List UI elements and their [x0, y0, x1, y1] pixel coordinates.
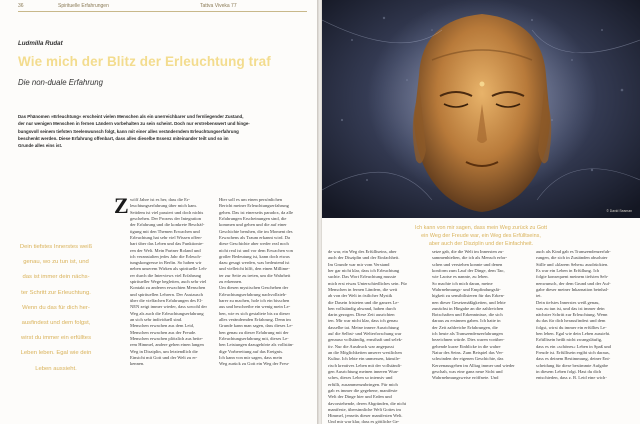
text-line: folgst, wirst du immer ein erfülltes Le-	[536, 324, 607, 330]
text-line: tungskongresse in Berlin. So haben wir	[130, 260, 202, 266]
text-line: scheidung für diese bestimmte Aufgabe	[536, 362, 608, 368]
text-line: alles verändernden Erfahrung. Denn im	[219, 316, 291, 322]
text-line: was zu tun ist, und das ist immer dein	[536, 305, 605, 311]
text-line: Und mir war klar, dass es göttliche Ge-	[328, 419, 400, 424]
text-line: leuchtungserfahrung über mich kam.	[130, 203, 197, 209]
text-line: Menschen in fernen Ländern, die weit	[328, 286, 398, 292]
text-line: zu erkennen.	[219, 279, 243, 285]
text-line: Kerzenausgehen im Alltag immer und wieder	[432, 362, 515, 368]
text-line: Erfülltsein heißt nicht zwangsläufig,	[536, 337, 603, 343]
text-line: konform zum Lauf der Dinge, dem Tao,	[432, 267, 505, 273]
text-line: erfüllt, zusammenzubringen. Für mich	[328, 381, 398, 387]
text-column-1	[130, 197, 213, 367]
pull-quote-line: Dein tiefstes Innerstes weiß	[19, 244, 93, 250]
text-line: ab von der Welt in östlicher Mystik	[328, 293, 393, 299]
text-line: Weg als auch die Erleuchtungserfahrung	[130, 310, 204, 316]
text-line: ten. Mir war nicht klar, dass ich genau	[328, 318, 398, 324]
text-line: ben, wie es sich gestaltete bis zu dieser	[219, 310, 290, 316]
text-line: entschieden, dass z. B. Leid eine wich-	[536, 375, 607, 381]
pull-quote-line: ausfindest und dem folgst,	[21, 320, 91, 327]
text-line: suchte. Das Wort Erleuchtung musste	[328, 274, 397, 280]
text-line: setze gab, die die Welt im Innersten zu-	[432, 249, 504, 254]
text-line: gabe dieser meiner Inkarnation beinhal-	[536, 286, 609, 292]
text-line: großer Bedeutung ist, kann doch etwas	[219, 253, 290, 259]
header-rule	[18, 11, 307, 12]
buddha-illustration	[322, 0, 640, 218]
pull-quote-line: Leben aussieht.	[35, 365, 77, 372]
text-line: auch als Kind gab es Transzendenzerfah-	[536, 249, 611, 254]
text-column-3	[328, 249, 424, 424]
text-line: geschah, was eine ganz neue Sicht und	[432, 368, 503, 374]
text-line: Dein tiefstes Innerstes weiß genau,	[536, 299, 600, 305]
text-line: Weg zurück zu Gott ein Weg der Freu-	[219, 361, 290, 367]
text-line: rer durch die Interviews viel Erfahrung	[130, 272, 202, 278]
text-line: und spirituellen Lehrern. Der Austausch	[130, 291, 203, 297]
text-line: geschehen. Der Prozess der Integration	[130, 215, 202, 221]
right-quote-line: ein Weg der Freude war, ein Weg des Erfülltseins,	[421, 233, 541, 239]
text-line: her gar nicht klar, dass ich Erleuchtung	[328, 267, 400, 273]
text-line: dass es deinem Bestimmung, deiner Ent-	[536, 356, 611, 362]
page-number: 36	[18, 3, 24, 9]
article-subtitle: Die non-duale Erfahrung	[18, 78, 103, 87]
text-line: an die Möglichkeiten unserer westlichen	[328, 350, 402, 355]
text-line: Im Grunde war mir vom Verstand	[328, 261, 390, 267]
text-line: nen dieser Gesetzmäßigkeiten, und lebte	[432, 299, 506, 305]
text-line: und vielleicht hilft, den einen Millime-	[219, 266, 290, 272]
text-line: genauso vollständig, ernsthaft und selek-	[328, 337, 403, 343]
text-line: ben Leistungen dazugehörte als vollstän-	[219, 342, 294, 348]
text-line: wölf Jahre ist es her, dass die Er-	[130, 197, 190, 202]
text-line: Einsicht mit Gott und der Welt zu er-	[130, 354, 198, 360]
text-line: de war, ein Weg des Erfülltseins, aber	[328, 249, 397, 254]
text-line: tigung mit den Themen Erwachen und	[130, 228, 200, 234]
text-line: kommen und gehen und die auf einer	[219, 222, 287, 228]
text-line: mich erst etwas Unterschiedliches sein. Für	[328, 280, 408, 286]
text-line: Um diesen mystischen Geschehen der	[219, 285, 289, 291]
text-line: Wahrnehmungsweise eröffnete. Und	[432, 375, 499, 381]
text-line: Grunde kann man sagen, dass dieses Le-	[219, 323, 293, 329]
text-line: die Dasein fristeten und die ganzes Le-	[328, 299, 399, 305]
text-line: schen und verstehen konnte und denen	[432, 261, 503, 267]
text-line: Erwachens als Traum erkannt wird. Da	[219, 234, 290, 240]
text-line: rem Himmel, andere gehen einen langen	[130, 342, 204, 348]
article-lead	[18, 113, 310, 149]
text-line: der Zeit zahlreiche Erfahrungen, die	[432, 324, 498, 330]
pull-quote-line: ter Schritt zur Erleuchtung.	[21, 289, 91, 296]
text-line: ter zur Seite zu treten, um die Wahrheit	[219, 272, 291, 278]
left-page	[0, 0, 317, 424]
buddha-image	[322, 0, 640, 218]
right-quote-line: aber auch der Disziplin und der Einfachheit.	[428, 241, 534, 247]
text-line: sammenhielten, die ich als Mensch erfor-	[432, 255, 508, 261]
text-line: gab es immer die gegebene, manifeste	[328, 387, 398, 393]
text-line: diese Geschichte aber weder real noch	[219, 241, 289, 247]
text-line: gehende kurze Einblicke in die wahre	[432, 343, 501, 349]
text-column-4	[432, 249, 528, 382]
lead-line: Das Phänomen »Erleuchtung« erscheint vielen Menschen als ein unerreichbarer und fernliegender Zustand,	[18, 114, 244, 119]
text-line: du das für dich herausfindest und dem	[536, 318, 606, 324]
text-line: ich veranstalten jedes Jahr die Erleuch-	[130, 253, 202, 259]
text-line: Menschen erwachen aus der Freude.	[130, 329, 197, 335]
text-line: wie Laotse es nannte, zu leben.	[432, 274, 489, 280]
pull-quote-line: wirst du immer ein erfülltes	[20, 335, 92, 342]
text-line: Kontakt zu anderen erwachten Menschen	[130, 285, 206, 291]
article-author: Ludmilla Rudat	[18, 40, 63, 47]
text-line: barer zu machen, hole ich ein bisschen	[219, 298, 290, 303]
text-line: Himmel, jenseits dieser manifesten Welt.	[328, 413, 403, 419]
text-line: Bericht meiner Erleuchtungserfahrung	[219, 203, 289, 209]
text-line: über die vielfachen Erfahrungen des El-	[130, 298, 203, 303]
text-line: Seitdem ist viel passiert und doch nichts	[130, 209, 204, 215]
image-credit: © David Seaman	[606, 209, 632, 213]
text-line: higkeit zu sensibilisieren für das Erken-	[432, 293, 505, 299]
text-line: Kultur. Ich lebte ein unmessen, künstle-	[328, 356, 401, 362]
pull-quote	[4, 240, 108, 377]
magazine-name: Tattva Viveka 77	[200, 3, 237, 9]
text-line: Natur des Seins. Zum Beispiel das Ver-	[432, 350, 504, 355]
right-quote-line: Ich kann von mir sagen, dass mein Weg zurück zu Gott	[414, 225, 548, 231]
text-line: nicht real ist und vor dem Erwachen von	[219, 247, 293, 253]
text-line: rungen, die sich in Zuständen absoluter	[536, 255, 608, 261]
lead-line: Grunde alles eins ist.	[18, 143, 63, 149]
lead-line: der nur wenigen Menschen in fernen Ländern vorbehalten zu sein scheint. Doch nur erstrebenswert und hinge-	[18, 121, 250, 127]
text-line: bart über das Leben und das Funktionie-	[130, 241, 204, 247]
text-line: gehen. Das ist einerseits paradox, da alle	[219, 209, 293, 215]
text-line: der Erfahrung und die konkrete Beschäf-	[130, 222, 205, 228]
text-line: gen Ausrichtung meinen inneren Wun-	[328, 368, 399, 374]
text-line: Menschen erwachen aus dem Leid,	[130, 323, 195, 329]
pull-quote-line: Wenn du das für dich her-	[22, 304, 90, 311]
text-line: ben leben. Egal wie dein Leben aussieht.	[536, 331, 611, 337]
text-line: manifeste, übersinnliche Welt Gottes im	[328, 406, 401, 412]
text-line: Hier soll es um einen persönlichen	[219, 197, 283, 202]
text-line: Erleuchtung hat sehr viel Wissen offen-	[130, 234, 202, 240]
text-line: folgte konsequent meinem tiefsten Seh-	[536, 274, 609, 280]
text-line: spiritueller Wege begleiten, auch sehr viel	[130, 279, 207, 285]
text-line: Menschen erwachen plötzlich aus heite-	[130, 335, 203, 341]
text-line: kennen.	[130, 361, 145, 367]
text-line: dass es ein »schönes« Leben in Spaß und	[536, 343, 611, 349]
right-page	[322, 0, 640, 424]
text-line: NEN zeigt immer wieder, dass sowohl der	[130, 304, 207, 310]
text-line: an sich sehr individuell sind.	[130, 316, 183, 322]
text-line: davorstehende, deren Abgründen, die nicht	[328, 400, 407, 406]
text-line: darin gezogen. Diese Zeit ausrichten	[328, 312, 395, 318]
text-line: Stille und »klarem Sehen« ausdrückten.	[536, 261, 609, 267]
text-line: aus und beschreibe ein wenig mein Le-	[219, 304, 291, 310]
text-line: sches, dieses Leben so intensiv und	[328, 375, 393, 381]
text-line: risch kreatives Leben mit der vollständi-	[328, 362, 402, 368]
text-line: Welt der Dinge hier und Erden und	[328, 394, 392, 400]
text-line: schwinden der eigenen Geschichte, das	[432, 356, 504, 362]
text-line: Freude ist. Erfülltsein ergibt sich daraus,	[536, 350, 610, 355]
text-line: bezeichnen würde. Dies waren vorüber-	[432, 337, 505, 343]
text-line: Erfahrungen Erscheinungen sind, die	[219, 215, 287, 221]
text-column-5	[536, 249, 632, 382]
lead-line: beschenkt werden. Diese Erfahrung offenbart, dass alles dieselbe Essenz miteinander teilt und so im	[18, 135, 229, 141]
text-line: Weg in Disziplin, um letztendlich die	[130, 348, 198, 354]
pull-quote-line: genau, wo zu tun ist, und	[23, 259, 89, 266]
text-line: Es war ein Leben in Erfüllung. Ich	[536, 267, 600, 273]
text-line: tet.	[536, 293, 542, 299]
text-line: nächster Schritt zur Erleuchtung. Wenn	[536, 312, 608, 318]
text-line: tiv. Nur die Ausdruck war angepasst	[328, 343, 394, 349]
text-line: ben vollständig abwand, haben durch	[328, 305, 396, 311]
text-line: Wahrnehmungs- und Empfindungsfä-	[432, 286, 501, 292]
text-line: auch der Disziplin und der Einfachheit.	[328, 255, 400, 261]
text-line: ren der Welt. Mein Partner Roland und	[130, 247, 201, 253]
pull-quote-line: Leben leben. Egal wie dein	[20, 350, 92, 357]
text-line: auf die Selbst- und Welterforschung war	[328, 331, 402, 337]
article-title: Wie mich der Blitz der Erleuchtung traf	[18, 54, 271, 69]
section-name: Spirituelle Erfahrungen	[58, 3, 109, 9]
right-pull-quote	[322, 224, 640, 248]
lead-line: bungsvoll seinem tiefsten Seelenwunsch folgt, kann mit einer alles veränderndem Erleuchtungserfahrung	[18, 128, 239, 134]
text-column-2	[219, 197, 310, 367]
pull-quote-line: das ist immer dein nächs-	[22, 274, 90, 281]
text-line: nenwunsch, der dem Grund und der Auf-	[536, 280, 611, 286]
text-line: zunächst in Hingabe an die zahlreichen	[432, 305, 504, 311]
text-line: Erleuchtungserfahrung mit, dieses Le-	[219, 335, 289, 341]
text-line: Botschaften und Erkenntnisse, die sich	[432, 312, 503, 318]
text-line: ben genau zu dieser Erfahrung mit der	[219, 329, 289, 335]
text-line: neben unserem Wirken als spirituelle Leh-	[130, 266, 208, 272]
drop-cap: Z	[114, 193, 129, 218]
text-line: in diesem Leben folgt. Hast du dich	[536, 368, 602, 374]
text-line: Erleuchtungserfahrung nachvollzieh-	[219, 291, 287, 297]
text-line: Ich kann von mir sagen, dass mein	[219, 354, 283, 360]
text-line: Geschichte beruhen, die im Moment des	[219, 228, 293, 234]
text-line: dige Vorbereitung auf das Ereignis.	[219, 348, 284, 354]
text-line: ich heute als Transzendenzerfahrungen	[432, 331, 503, 337]
text-line: dazu gesagt werden, was bedeutend ist	[219, 260, 290, 266]
text-line: So machte ich mich daran, meine	[432, 280, 493, 286]
text-line: dasselbe tat. Meine innere Ausrichtung	[328, 324, 399, 330]
text-line: daraus zu ersinnen gaben. Ich hatte in	[432, 318, 501, 324]
